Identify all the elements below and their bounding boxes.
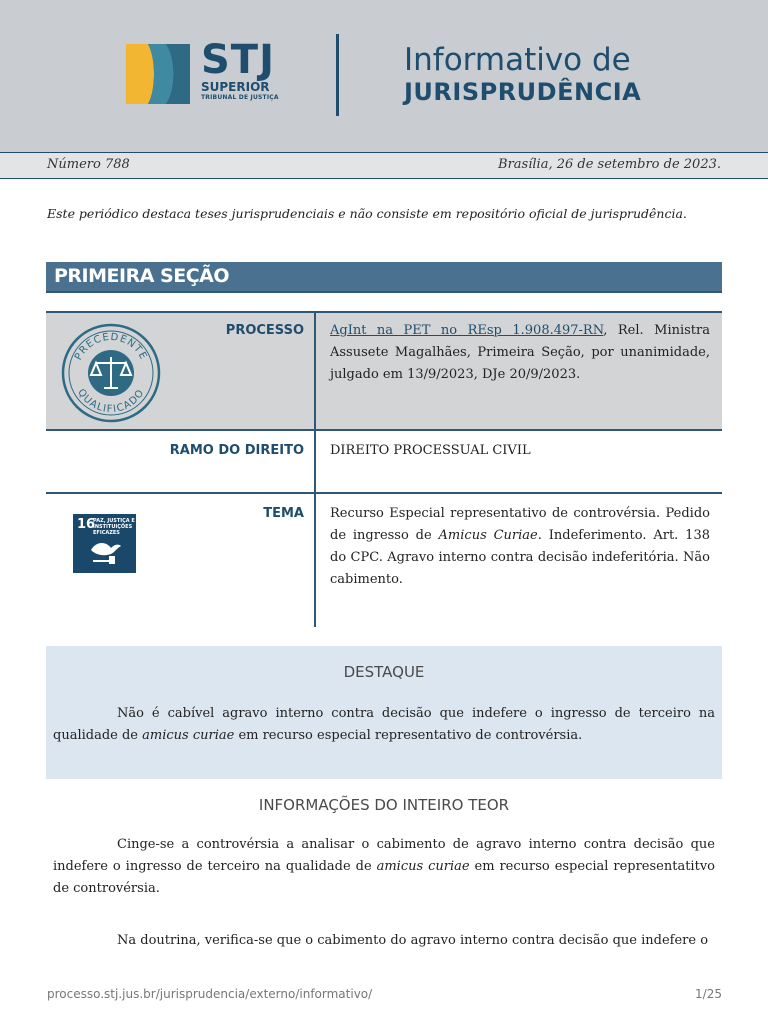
destaque-part2: em recurso especial representativo de controvérsia. (234, 728, 583, 743)
issue-number: Número 788 (47, 157, 130, 172)
disclaimer: Este periódico destaca teses jurisprudenciais e não consiste em repositório oficial de jurisprudência. (47, 206, 687, 221)
processo-value (330, 320, 710, 386)
section-header (46, 262, 722, 293)
destaque-text (53, 703, 715, 747)
dove-gavel-icon (87, 536, 123, 568)
para1-part2: em recurso especial representatitvo de controvérsia. (53, 859, 715, 896)
tema-text-part2: . Indeferimento. Art. 138 do CPC. Agravo interno contra decisão indeferitória. Não cabimento. (330, 528, 710, 587)
tema-label: TEMA (263, 506, 304, 521)
logo-title: STJ (201, 37, 275, 83)
destaque-part1: Não é cabível agravo interno contra decisão que indefere o ingresso de terceiro na qualidade de (53, 706, 715, 743)
footer-url: processo.stj.jus.br/jurisprudencia/externo/informativo/ (47, 987, 373, 1001)
tema-text-italic: Amicus Curiae (438, 528, 538, 543)
tema-text-part1: Recurso Especial representativo de controvérsia. Pedido de ingresso de (330, 506, 710, 543)
ods-number: 16 (77, 517, 96, 532)
inteiro-teor-title: INFORMAÇÕES DO INTEIRO TEOR (258, 796, 510, 814)
processo-label: PROCESSO (225, 323, 304, 338)
issue-date: Brasília, 26 de setembro de 2023. (498, 157, 721, 172)
logo-court: TRIBUNAL DE JUSTIÇA (201, 94, 279, 101)
issue-meta-bar (0, 152, 768, 179)
processo-link[interactable]: AgInt na PET no REsp 1.908.497-RN (330, 323, 604, 338)
seal-top-text: PRECEDENTE (73, 331, 149, 363)
stj-logo-icon (126, 44, 190, 104)
publication-title (404, 42, 641, 106)
page-number: 1/25 (695, 987, 722, 1001)
destaque-title: DESTAQUE (343, 663, 425, 681)
seal-bottom-text: QUALIFICADO (75, 387, 147, 416)
title-line2: JURISPRUDÊNCIA (404, 78, 642, 106)
tema-value (330, 503, 710, 591)
page-header (0, 0, 768, 152)
logo-subtitle: SUPERIOR (201, 80, 270, 94)
ods-text: PAZ, JUSTIÇA E INSTITUIÇÕES EFICAZES (93, 518, 135, 536)
ramo-label: RAMO DO DIREITO (169, 443, 304, 458)
ods-16-badge (73, 514, 136, 573)
table-row-ramo (46, 431, 722, 494)
title-line1: Informativo de (404, 42, 631, 78)
stj-wordmark (201, 37, 279, 102)
destaque-italic: amicus curiae (142, 728, 235, 743)
para1-italic: amicus curiae (376, 859, 470, 874)
section-title: PRIMEIRA SEÇÃO (54, 265, 229, 287)
header-divider (336, 34, 339, 116)
precedente-qualificado-seal-icon (58, 323, 164, 423)
ramo-value: DIREITO PROCESSUAL CIVIL (330, 443, 531, 458)
table-row-tema (46, 494, 722, 627)
destaque-box (46, 646, 722, 779)
case-info-table (46, 311, 722, 627)
table-column-divider (314, 311, 316, 627)
inteiro-teor-paragraph-1 (53, 834, 715, 900)
table-row-processo (46, 311, 722, 431)
processo-details: , Rel. Ministra Assusete Magalhães, Primeira Seção, por unanimidade, julgado em 13/9/2023, DJe 20/9/2023. (330, 323, 710, 382)
inteiro-teor-paragraph-2: Na doutrina, verifica-se que o cabimento do agravo interno contra decisão que indefere o (117, 933, 709, 948)
para1-part1: Cinge-se a controvérsia a analisar o cabimento de agravo interno contra decisão que indefere o ingresso de terceiro na qualidade de (53, 837, 715, 874)
